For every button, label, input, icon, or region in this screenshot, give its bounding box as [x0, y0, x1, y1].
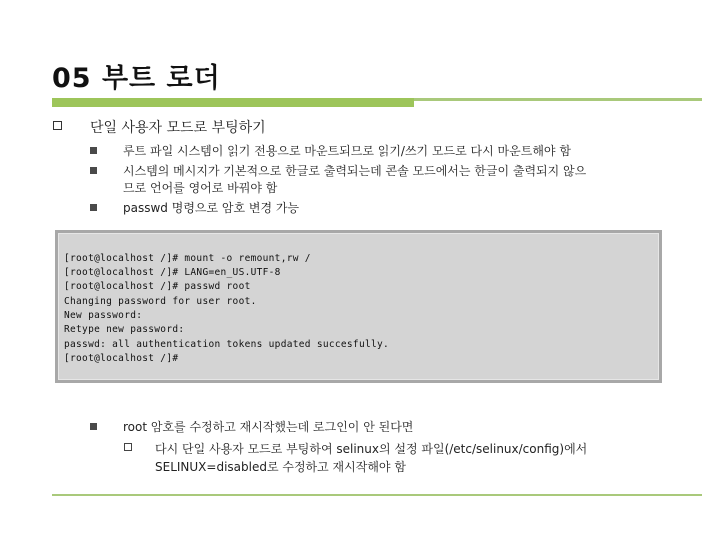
title-rule-accent	[52, 98, 414, 107]
terminal-line: [root@localhost /]# mount -o remount,rw /	[64, 253, 311, 264]
bullet-text-1: 루트 파일 시스템이 읽기 전용으로 마운트되므로 읽기/쓰기 모드로 다시 마운트해야 함	[123, 144, 571, 158]
bullet-text-2-cont: 므로 언어를 영어로 바꿔야 함	[123, 181, 278, 195]
terminal-line: [root@localhost /]# LANG=en_US.UTF-8	[64, 267, 281, 278]
terminal-line: New password:	[64, 310, 143, 321]
terminal-box	[55, 230, 662, 383]
terminal-line: [root@localhost /]#	[64, 353, 179, 364]
terminal-line: Changing password for user root.	[64, 296, 257, 307]
sub-bullet-text: 다시 단일 사용자 모드로 부팅하여 selinux의 설정 파일(/etc/selinux/config)에서	[155, 442, 588, 456]
bullet-marker-icon	[90, 423, 97, 430]
bullet-text-3: passwd 명령으로 암호 변경 가능	[123, 201, 300, 215]
bullet-marker-icon	[90, 204, 97, 211]
heading-marker-icon	[53, 121, 62, 130]
bullet-text-2: 시스템의 메시지가 기본적으로 한글로 출력되는데 콘솔 모드에서는 한글이 출력되지 않으	[123, 164, 587, 178]
bullet-marker-icon	[90, 167, 97, 174]
footer-rule	[52, 494, 702, 496]
sub-bullet-text-cont: SELINUX=disabled로 수정하고 재시작해야 함	[155, 460, 406, 474]
terminal-line: Retype new password:	[64, 324, 185, 335]
slide-title: 05 부트 로더	[52, 63, 221, 94]
bullet-marker-icon	[90, 147, 97, 154]
terminal-line: [root@localhost /]# passwd root	[64, 281, 251, 292]
terminal-line: passwd: all authentication tokens updated succesfully.	[64, 339, 390, 350]
section-heading: 단일 사용자 모드로 부팅하기	[90, 120, 266, 136]
sub-bullet-marker-icon	[124, 443, 132, 451]
bullet-text-4: root 암호를 수정하고 재시작했는데 로그인이 안 된다면	[123, 420, 414, 434]
